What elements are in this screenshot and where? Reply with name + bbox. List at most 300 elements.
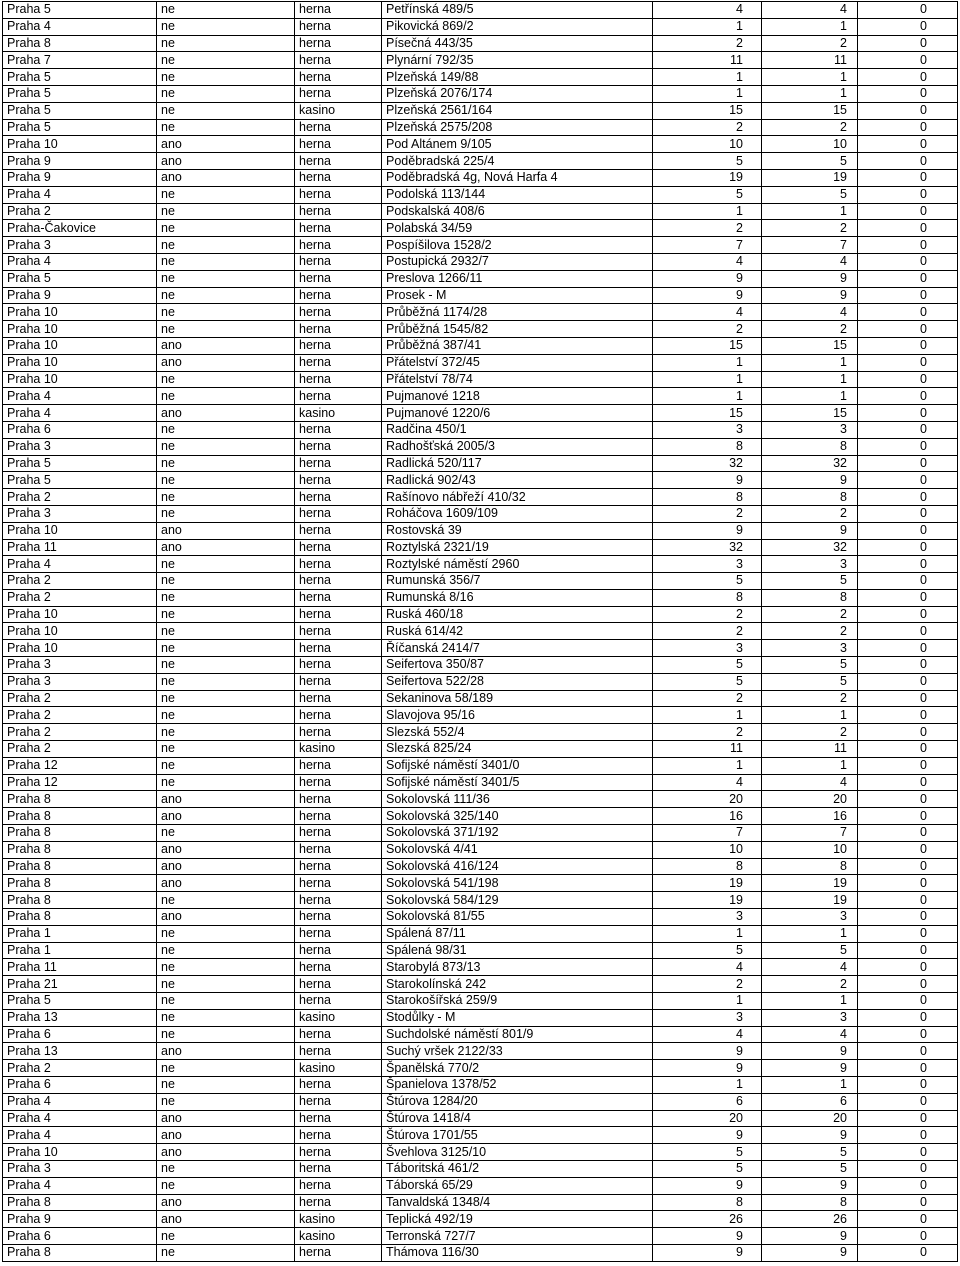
count-a-cell: 2 xyxy=(653,220,762,237)
count-a-cell: 15 xyxy=(653,405,762,422)
flag-cell: ano xyxy=(157,909,295,926)
difference-cell: 0 xyxy=(858,1177,958,1194)
flag-cell: ne xyxy=(157,18,295,35)
table-row xyxy=(3,959,958,976)
table-row xyxy=(3,556,958,573)
count-b-cell: 1 xyxy=(762,925,858,942)
flag-cell: ne xyxy=(157,573,295,590)
count-a-cell: 2 xyxy=(653,606,762,623)
table-row xyxy=(3,1177,958,1194)
difference-cell: 0 xyxy=(858,354,958,371)
difference-cell: 0 xyxy=(858,337,958,354)
count-a-cell: 9 xyxy=(653,1043,762,1060)
type-cell: kasino xyxy=(295,405,382,422)
count-b-cell: 10 xyxy=(762,136,858,153)
district-cell: Praha 3 xyxy=(3,673,157,690)
flag-cell: ne xyxy=(157,942,295,959)
count-a-cell: 19 xyxy=(653,875,762,892)
address-cell: Průběžná 387/41 xyxy=(382,337,653,354)
flag-cell: ne xyxy=(157,371,295,388)
difference-cell: 0 xyxy=(858,220,958,237)
table-row xyxy=(3,976,958,993)
count-b-cell: 9 xyxy=(762,1244,858,1261)
district-cell: Praha 8 xyxy=(3,1194,157,1211)
count-a-cell: 8 xyxy=(653,438,762,455)
count-b-cell: 3 xyxy=(762,421,858,438)
district-cell: Praha 11 xyxy=(3,539,157,556)
difference-cell: 0 xyxy=(858,203,958,220)
address-cell: Stodůlky - M xyxy=(382,1009,653,1026)
district-cell: Praha 1 xyxy=(3,925,157,942)
difference-cell: 0 xyxy=(858,287,958,304)
type-cell: herna xyxy=(295,186,382,203)
type-cell: herna xyxy=(295,858,382,875)
difference-cell: 0 xyxy=(858,976,958,993)
type-cell: herna xyxy=(295,539,382,556)
count-a-cell: 4 xyxy=(653,2,762,19)
table-row xyxy=(3,841,958,858)
difference-cell: 0 xyxy=(858,1228,958,1245)
count-a-cell: 1 xyxy=(653,925,762,942)
difference-cell: 0 xyxy=(858,253,958,270)
district-cell: Praha 4 xyxy=(3,388,157,405)
flag-cell: ne xyxy=(157,589,295,606)
count-a-cell: 3 xyxy=(653,909,762,926)
difference-cell: 0 xyxy=(858,539,958,556)
flag-cell: ne xyxy=(157,186,295,203)
count-a-cell: 3 xyxy=(653,556,762,573)
count-b-cell: 1 xyxy=(762,1077,858,1094)
count-a-cell: 4 xyxy=(653,253,762,270)
difference-cell: 0 xyxy=(858,808,958,825)
address-cell: Plzeňská 2575/208 xyxy=(382,119,653,136)
address-cell: Slavojova 95/16 xyxy=(382,707,653,724)
count-a-cell: 4 xyxy=(653,1026,762,1043)
address-cell: Sekaninova 58/189 xyxy=(382,690,653,707)
address-cell: Starokošířská 259/9 xyxy=(382,993,653,1010)
flag-cell: ne xyxy=(157,1160,295,1177)
count-b-cell: 26 xyxy=(762,1211,858,1228)
district-cell: Praha 4 xyxy=(3,18,157,35)
table-row xyxy=(3,707,958,724)
address-cell: Prosek - M xyxy=(382,287,653,304)
type-cell: herna xyxy=(295,791,382,808)
count-b-cell: 1 xyxy=(762,85,858,102)
difference-cell: 0 xyxy=(858,791,958,808)
difference-cell: 0 xyxy=(858,69,958,86)
type-cell: kasino xyxy=(295,741,382,758)
district-cell: Praha 4 xyxy=(3,186,157,203)
count-b-cell: 5 xyxy=(762,1144,858,1161)
type-cell: herna xyxy=(295,875,382,892)
address-cell: Tanvaldská 1348/4 xyxy=(382,1194,653,1211)
flag-cell: ne xyxy=(157,640,295,657)
type-cell: herna xyxy=(295,976,382,993)
address-cell: Starokolínská 242 xyxy=(382,976,653,993)
difference-cell: 0 xyxy=(858,522,958,539)
address-cell: Radlická 902/43 xyxy=(382,472,653,489)
type-cell: herna xyxy=(295,203,382,220)
table-row xyxy=(3,589,958,606)
address-cell: Švehlova 3125/10 xyxy=(382,1144,653,1161)
district-cell: Praha 6 xyxy=(3,1026,157,1043)
difference-cell: 0 xyxy=(858,623,958,640)
flag-cell: ne xyxy=(157,102,295,119)
flag-cell: ano xyxy=(157,539,295,556)
count-a-cell: 5 xyxy=(653,186,762,203)
flag-cell: ano xyxy=(157,1127,295,1144)
type-cell: herna xyxy=(295,421,382,438)
type-cell: herna xyxy=(295,321,382,338)
type-cell: herna xyxy=(295,640,382,657)
table-row xyxy=(3,119,958,136)
district-cell: Praha 4 xyxy=(3,253,157,270)
type-cell: herna xyxy=(295,1177,382,1194)
type-cell: herna xyxy=(295,573,382,590)
count-b-cell: 11 xyxy=(762,52,858,69)
difference-cell: 0 xyxy=(858,2,958,19)
difference-cell: 0 xyxy=(858,1077,958,1094)
type-cell: herna xyxy=(295,1127,382,1144)
address-cell: Rumunská 8/16 xyxy=(382,589,653,606)
difference-cell: 0 xyxy=(858,1093,958,1110)
difference-cell: 0 xyxy=(858,1194,958,1211)
district-cell: Praha 13 xyxy=(3,1009,157,1026)
count-b-cell: 2 xyxy=(762,606,858,623)
difference-cell: 0 xyxy=(858,489,958,506)
difference-cell: 0 xyxy=(858,724,958,741)
flag-cell: ne xyxy=(157,203,295,220)
type-cell: herna xyxy=(295,724,382,741)
count-b-cell: 1 xyxy=(762,354,858,371)
district-cell: Praha 5 xyxy=(3,455,157,472)
table-row xyxy=(3,1144,958,1161)
count-b-cell: 32 xyxy=(762,539,858,556)
district-cell: Praha 5 xyxy=(3,2,157,19)
address-cell: Podolská 113/144 xyxy=(382,186,653,203)
address-cell: Štúrova 1701/55 xyxy=(382,1127,653,1144)
difference-cell: 0 xyxy=(858,438,958,455)
count-a-cell: 3 xyxy=(653,640,762,657)
count-a-cell: 9 xyxy=(653,1177,762,1194)
count-a-cell: 19 xyxy=(653,169,762,186)
count-b-cell: 9 xyxy=(762,1060,858,1077)
type-cell: herna xyxy=(295,606,382,623)
flag-cell: ne xyxy=(157,1009,295,1026)
flag-cell: ano xyxy=(157,875,295,892)
district-cell: Praha 6 xyxy=(3,421,157,438)
difference-cell: 0 xyxy=(858,993,958,1010)
district-cell: Praha 4 xyxy=(3,1177,157,1194)
difference-cell: 0 xyxy=(858,388,958,405)
difference-cell: 0 xyxy=(858,52,958,69)
table-row xyxy=(3,1194,958,1211)
count-b-cell: 9 xyxy=(762,287,858,304)
type-cell: kasino xyxy=(295,1211,382,1228)
flag-cell: ne xyxy=(157,657,295,674)
type-cell: herna xyxy=(295,707,382,724)
table-row xyxy=(3,186,958,203)
count-b-cell: 5 xyxy=(762,657,858,674)
flag-cell: ne xyxy=(157,388,295,405)
district-cell: Praha 3 xyxy=(3,505,157,522)
flag-cell: ano xyxy=(157,337,295,354)
type-cell: herna xyxy=(295,909,382,926)
table-row xyxy=(3,724,958,741)
count-b-cell: 8 xyxy=(762,489,858,506)
type-cell: kasino xyxy=(295,1060,382,1077)
district-cell: Praha 2 xyxy=(3,573,157,590)
type-cell: herna xyxy=(295,1144,382,1161)
flag-cell: ne xyxy=(157,774,295,791)
count-b-cell: 10 xyxy=(762,841,858,858)
address-cell: Říčanská 2414/7 xyxy=(382,640,653,657)
type-cell: herna xyxy=(295,69,382,86)
count-b-cell: 2 xyxy=(762,35,858,52)
district-cell: Praha 3 xyxy=(3,237,157,254)
flag-cell: ne xyxy=(157,741,295,758)
flag-cell: ano xyxy=(157,1211,295,1228)
count-a-cell: 1 xyxy=(653,707,762,724)
count-b-cell: 8 xyxy=(762,858,858,875)
address-cell: Spálená 87/11 xyxy=(382,925,653,942)
address-cell: Španělská 770/2 xyxy=(382,1060,653,1077)
count-a-cell: 9 xyxy=(653,270,762,287)
count-b-cell: 4 xyxy=(762,2,858,19)
difference-cell: 0 xyxy=(858,573,958,590)
count-b-cell: 2 xyxy=(762,119,858,136)
type-cell: herna xyxy=(295,673,382,690)
table-row xyxy=(3,52,958,69)
count-b-cell: 1 xyxy=(762,993,858,1010)
district-cell: Praha 3 xyxy=(3,1160,157,1177)
district-cell: Praha 10 xyxy=(3,136,157,153)
address-cell: Radhošťská 2005/3 xyxy=(382,438,653,455)
count-a-cell: 9 xyxy=(653,522,762,539)
table-row xyxy=(3,925,958,942)
address-cell: Rostovská 39 xyxy=(382,522,653,539)
count-a-cell: 20 xyxy=(653,791,762,808)
count-b-cell: 8 xyxy=(762,589,858,606)
type-cell: herna xyxy=(295,925,382,942)
district-cell: Praha 9 xyxy=(3,287,157,304)
count-b-cell: 3 xyxy=(762,909,858,926)
table-row xyxy=(3,455,958,472)
difference-cell: 0 xyxy=(858,741,958,758)
address-cell: Táborská 65/29 xyxy=(382,1177,653,1194)
difference-cell: 0 xyxy=(858,841,958,858)
district-cell: Praha 2 xyxy=(3,690,157,707)
type-cell: herna xyxy=(295,1160,382,1177)
district-cell: Praha 10 xyxy=(3,371,157,388)
address-cell: Průběžná 1545/82 xyxy=(382,321,653,338)
district-cell: Praha 13 xyxy=(3,1043,157,1060)
table-row xyxy=(3,774,958,791)
table-row xyxy=(3,791,958,808)
flag-cell: ne xyxy=(157,505,295,522)
count-b-cell: 1 xyxy=(762,388,858,405)
table-row xyxy=(3,489,958,506)
flag-cell: ne xyxy=(157,321,295,338)
address-cell: Sokolovská 111/36 xyxy=(382,791,653,808)
difference-cell: 0 xyxy=(858,825,958,842)
district-cell: Praha 8 xyxy=(3,841,157,858)
type-cell: herna xyxy=(295,270,382,287)
count-b-cell: 2 xyxy=(762,690,858,707)
table-row xyxy=(3,472,958,489)
difference-cell: 0 xyxy=(858,472,958,489)
type-cell: herna xyxy=(295,959,382,976)
difference-cell: 0 xyxy=(858,1211,958,1228)
difference-cell: 0 xyxy=(858,85,958,102)
type-cell: herna xyxy=(295,337,382,354)
address-cell: Sokolovská 4/41 xyxy=(382,841,653,858)
difference-cell: 0 xyxy=(858,405,958,422)
count-a-cell: 2 xyxy=(653,690,762,707)
flag-cell: ne xyxy=(157,959,295,976)
table-row xyxy=(3,909,958,926)
table-row xyxy=(3,1244,958,1261)
district-cell: Praha 10 xyxy=(3,623,157,640)
address-cell: Pujmanové 1220/6 xyxy=(382,405,653,422)
count-b-cell: 16 xyxy=(762,808,858,825)
type-cell: herna xyxy=(295,757,382,774)
address-cell: Suchý vršek 2122/33 xyxy=(382,1043,653,1060)
district-cell: Praha 5 xyxy=(3,472,157,489)
table-row xyxy=(3,757,958,774)
difference-cell: 0 xyxy=(858,1043,958,1060)
district-cell: Praha 12 xyxy=(3,774,157,791)
count-a-cell: 5 xyxy=(653,942,762,959)
difference-cell: 0 xyxy=(858,858,958,875)
count-b-cell: 15 xyxy=(762,102,858,119)
type-cell: herna xyxy=(295,1026,382,1043)
address-cell: Plzeňská 149/88 xyxy=(382,69,653,86)
difference-cell: 0 xyxy=(858,556,958,573)
district-cell: Praha 2 xyxy=(3,741,157,758)
address-cell: Sofijské náměstí 3401/5 xyxy=(382,774,653,791)
district-cell: Praha 10 xyxy=(3,606,157,623)
count-b-cell: 1 xyxy=(762,18,858,35)
flag-cell: ne xyxy=(157,1077,295,1094)
district-cell: Praha 8 xyxy=(3,875,157,892)
difference-cell: 0 xyxy=(858,18,958,35)
flag-cell: ne xyxy=(157,253,295,270)
district-cell: Praha 8 xyxy=(3,791,157,808)
flag-cell: ne xyxy=(157,220,295,237)
district-cell: Praha 8 xyxy=(3,1244,157,1261)
flag-cell: ne xyxy=(157,825,295,842)
count-a-cell: 9 xyxy=(653,1127,762,1144)
address-cell: Přátelství 78/74 xyxy=(382,371,653,388)
table-row xyxy=(3,69,958,86)
district-cell: Praha 8 xyxy=(3,808,157,825)
flag-cell: ano xyxy=(157,841,295,858)
count-b-cell: 9 xyxy=(762,1043,858,1060)
district-cell: Praha 8 xyxy=(3,892,157,909)
type-cell: herna xyxy=(295,153,382,170)
district-cell: Praha 10 xyxy=(3,337,157,354)
difference-cell: 0 xyxy=(858,925,958,942)
difference-cell: 0 xyxy=(858,1244,958,1261)
count-b-cell: 32 xyxy=(762,455,858,472)
district-cell: Praha 12 xyxy=(3,757,157,774)
address-cell: Thámova 116/30 xyxy=(382,1244,653,1261)
flag-cell: ne xyxy=(157,1093,295,1110)
type-cell: herna xyxy=(295,18,382,35)
flag-cell: ano xyxy=(157,808,295,825)
count-a-cell: 2 xyxy=(653,119,762,136)
count-a-cell: 1 xyxy=(653,203,762,220)
difference-cell: 0 xyxy=(858,304,958,321)
type-cell: herna xyxy=(295,892,382,909)
address-cell: Sokolovská 584/129 xyxy=(382,892,653,909)
difference-cell: 0 xyxy=(858,606,958,623)
type-cell: herna xyxy=(295,237,382,254)
type-cell: herna xyxy=(295,774,382,791)
address-cell: Polabská 34/59 xyxy=(382,220,653,237)
flag-cell: ne xyxy=(157,623,295,640)
table-row xyxy=(3,371,958,388)
count-b-cell: 9 xyxy=(762,522,858,539)
address-cell: Plzeňská 2561/164 xyxy=(382,102,653,119)
table-row xyxy=(3,892,958,909)
difference-cell: 0 xyxy=(858,589,958,606)
difference-cell: 0 xyxy=(858,153,958,170)
flag-cell: ne xyxy=(157,69,295,86)
flag-cell: ano xyxy=(157,1043,295,1060)
flag-cell: ne xyxy=(157,892,295,909)
address-cell: Písečná 443/35 xyxy=(382,35,653,52)
table-row xyxy=(3,321,958,338)
difference-cell: 0 xyxy=(858,237,958,254)
address-cell: Průběžná 1174/28 xyxy=(382,304,653,321)
table-row xyxy=(3,1160,958,1177)
type-cell: herna xyxy=(295,304,382,321)
district-cell: Praha 5 xyxy=(3,270,157,287)
type-cell: herna xyxy=(295,505,382,522)
count-a-cell: 8 xyxy=(653,489,762,506)
type-cell: herna xyxy=(295,556,382,573)
table-row xyxy=(3,1060,958,1077)
district-cell: Praha 9 xyxy=(3,1211,157,1228)
district-cell: Praha 8 xyxy=(3,858,157,875)
flag-cell: ano xyxy=(157,354,295,371)
district-cell: Praha 2 xyxy=(3,724,157,741)
flag-cell: ano xyxy=(157,1144,295,1161)
type-cell: kasino xyxy=(295,1228,382,1245)
flag-cell: ano xyxy=(157,858,295,875)
address-cell: Sokolovská 81/55 xyxy=(382,909,653,926)
table-row xyxy=(3,690,958,707)
count-a-cell: 6 xyxy=(653,1093,762,1110)
flag-cell: ne xyxy=(157,455,295,472)
difference-cell: 0 xyxy=(858,959,958,976)
table-row xyxy=(3,741,958,758)
address-cell: Postupická 2932/7 xyxy=(382,253,653,270)
count-b-cell: 9 xyxy=(762,1127,858,1144)
address-cell: Pod Altánem 9/105 xyxy=(382,136,653,153)
district-cell: Praha 6 xyxy=(3,1228,157,1245)
count-b-cell: 4 xyxy=(762,253,858,270)
count-a-cell: 8 xyxy=(653,858,762,875)
flag-cell: ne xyxy=(157,925,295,942)
count-b-cell: 7 xyxy=(762,825,858,842)
table-row xyxy=(3,825,958,842)
difference-cell: 0 xyxy=(858,757,958,774)
address-cell: Poděbradská 4g, Nová Harfa 4 xyxy=(382,169,653,186)
address-cell: Sokolovská 416/124 xyxy=(382,858,653,875)
